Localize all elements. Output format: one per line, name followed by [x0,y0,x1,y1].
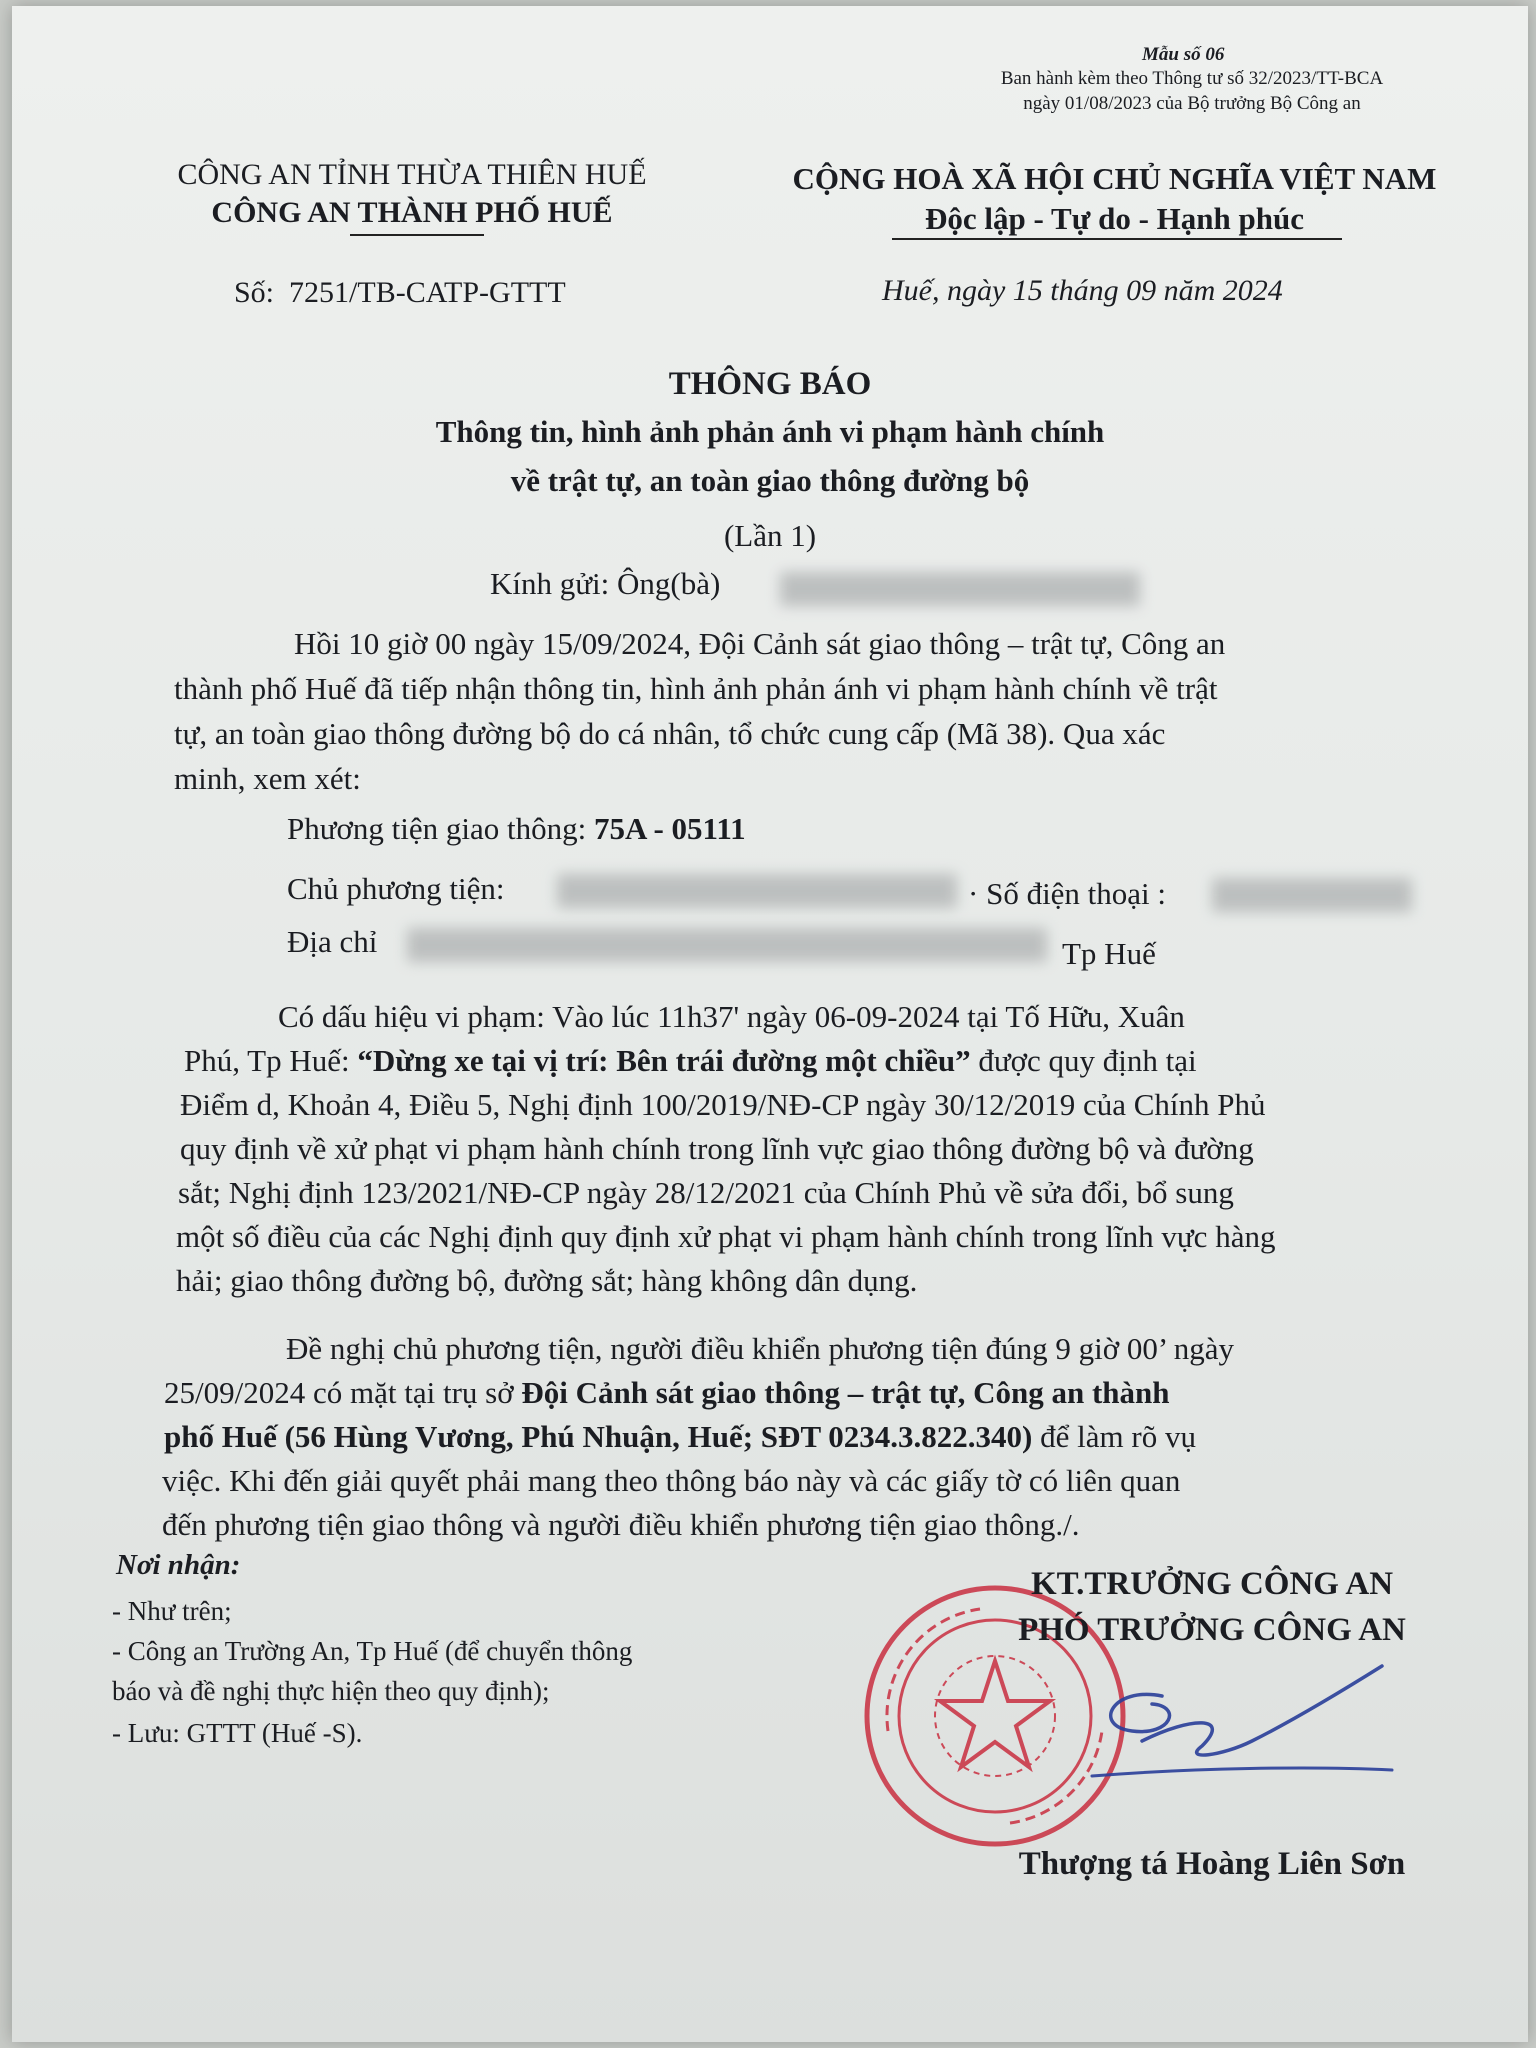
recipient-item: - Công an Trường An, Tp Huế (để chuyển thông [112,1636,633,1666]
signer-name: Thượng tá Hoàng Liên Sơn [1018,1846,1406,1882]
intro-line: thành phố Huế đã tiếp nhận thông tin, hình ảnh phản ánh vi phạm hành chính về trật [174,671,1218,706]
form-issued-line1: Ban hành kèm theo Thông tư số 32/2023/TT-BCA [1000,68,1384,89]
document-page [12,6,1528,2042]
redacted-owner-name [557,874,957,908]
org-underline [350,234,484,236]
motto-underline [892,238,1342,240]
nation-motto: Độc lập - Tự do - Hạnh phúc [925,201,1304,236]
handwritten-signature-icon [1052,1646,1412,1796]
phone-label: · Số điện thoại : [968,876,1167,911]
signatory-title-2: PHÓ TRƯỞNG CÔNG AN [1018,1612,1406,1648]
seal-wreath [935,1656,1055,1776]
redacted-phone [1212,878,1412,912]
vehicle-label: Phương tiện giao thông: [287,811,587,846]
form-reference [952,66,1432,116]
nation-title: CỘNG HOÀ XÃ HỘI CHỦ NGHĨA VIỆT NAM [792,161,1437,196]
request-line: việc. Khi đến giải quyết phải mang theo thông báo này và các giấy tờ có liên quan [162,1463,1181,1498]
address-city: Tp Huế [1062,936,1156,971]
intro-line: minh, xem xét: [174,761,361,796]
vehicle-row [287,811,746,847]
notice-title: THÔNG BÁO [668,366,872,402]
form-issued-line2: ngày 01/08/2023 của Bộ trưởng Bộ Công an [1023,93,1361,114]
doc-number-value: 7251/TB-CATP-GTTT [289,276,566,309]
request-line [164,1419,1196,1455]
owner-label: Chủ phương tiện: [287,871,505,906]
intro-line: Hồi 10 giờ 00 ngày 15/09/2024, Đội Cảnh sát giao thông – trật tự, Công an [294,626,1226,661]
violation-location: Phú, Tp Huế: [184,1043,358,1078]
request-office: Đội Cảnh sát giao thông – trật tự, Công an thành [521,1375,1170,1410]
request-line [164,1375,1170,1411]
place-date: Huế, ngày 15 tháng 09 năm 2024 [882,274,1283,307]
signatory-title-1: KT.TRƯỞNG CÔNG AN [1030,1566,1394,1602]
violation-line: Điểm d, Khoản 4, Điều 5, Nghị định 100/2019/NĐ-CP ngày 30/12/2019 của Chính Phủ [180,1087,1266,1122]
signature-stroke [1092,1768,1392,1776]
signature-stroke [1111,1694,1170,1731]
violation-line [184,1043,1197,1079]
doc-number-label: Số: [234,276,275,309]
org-parent: CÔNG AN TỈNH THỪA THIÊN HUẾ [177,158,647,191]
redacted-address [407,928,1047,962]
violation-line: một số điều của các Nghị định quy định xử phạt vi phạm hành chính trong lĩnh vực hàng [176,1219,1276,1254]
recipient-item: - Như trên; [112,1596,232,1626]
owner-row [287,871,504,907]
vehicle-plate: 75A - 05111 [594,811,746,846]
violation-line: quy định về xử phạt vi phạm hành chính trong lĩnh vực giao thông đường bộ và đường [180,1131,1254,1166]
document-number [234,276,566,310]
seal-star-icon [940,1661,1050,1767]
address-label: Địa chỉ [287,924,378,959]
request-address: phố Huế (56 Hùng Vương, Phú Nhuận, Huế; SĐT 0234.3.822.340) [164,1419,1033,1454]
recipients-heading: Nơi nhận: [116,1549,241,1581]
violation-description: “Dừng xe tại vị trí: Bên trái đường một chiều” [357,1043,971,1078]
org-unit: CÔNG AN THÀNH PHỐ HUẾ [211,196,613,229]
form-number: Mẫu số 06 [1142,44,1225,65]
notice-subtitle-2: về trật tự, an toàn giao thông đường bộ [510,463,1030,498]
recipient-item: báo và đề nghị thực hiện theo quy định); [112,1676,550,1706]
request-line: đến phương tiện giao thông và người điều khiển phương tiện giao thông./. [162,1507,1080,1542]
request-text: 25/09/2024 có mặt tại trụ sở [164,1375,522,1410]
violation-line: hải; giao thông đường bộ, đường sắt; hàng không dân dụng. [176,1263,918,1298]
signature-stroke [1142,1666,1382,1755]
violation-regulated: được quy định tại [970,1043,1197,1078]
request-line: Đề nghị chủ phương tiện, người điều khiển phương tiện đúng 9 giờ 00’ ngày [286,1331,1234,1366]
request-purpose: để làm rõ vụ [1032,1419,1196,1454]
notice-subtitle-1: Thông tin, hình ảnh phản ánh vi phạm hành chính [435,414,1105,449]
greeting: Kính gửi: Ông(bà) [490,566,721,601]
violation-line: Có dấu hiệu vi phạm: Vào lúc 11h37' ngày 06-09-2024 tại Tố Hữu, Xuân [278,999,1185,1034]
notice-round: (Lần 1) [723,518,817,553]
violation-line: sắt; Nghị định 123/2021/NĐ-CP ngày 28/12/2021 của Chính Phủ về sửa đổi, bổ sung [178,1175,1234,1210]
redacted-recipient-name [780,572,1140,606]
intro-line: tự, an toàn giao thông đường bộ do cá nhân, tổ chức cung cấp (Mã 38). Qua xác [174,716,1166,751]
recipient-item: - Lưu: GTTT (Huế -S). [112,1718,363,1748]
